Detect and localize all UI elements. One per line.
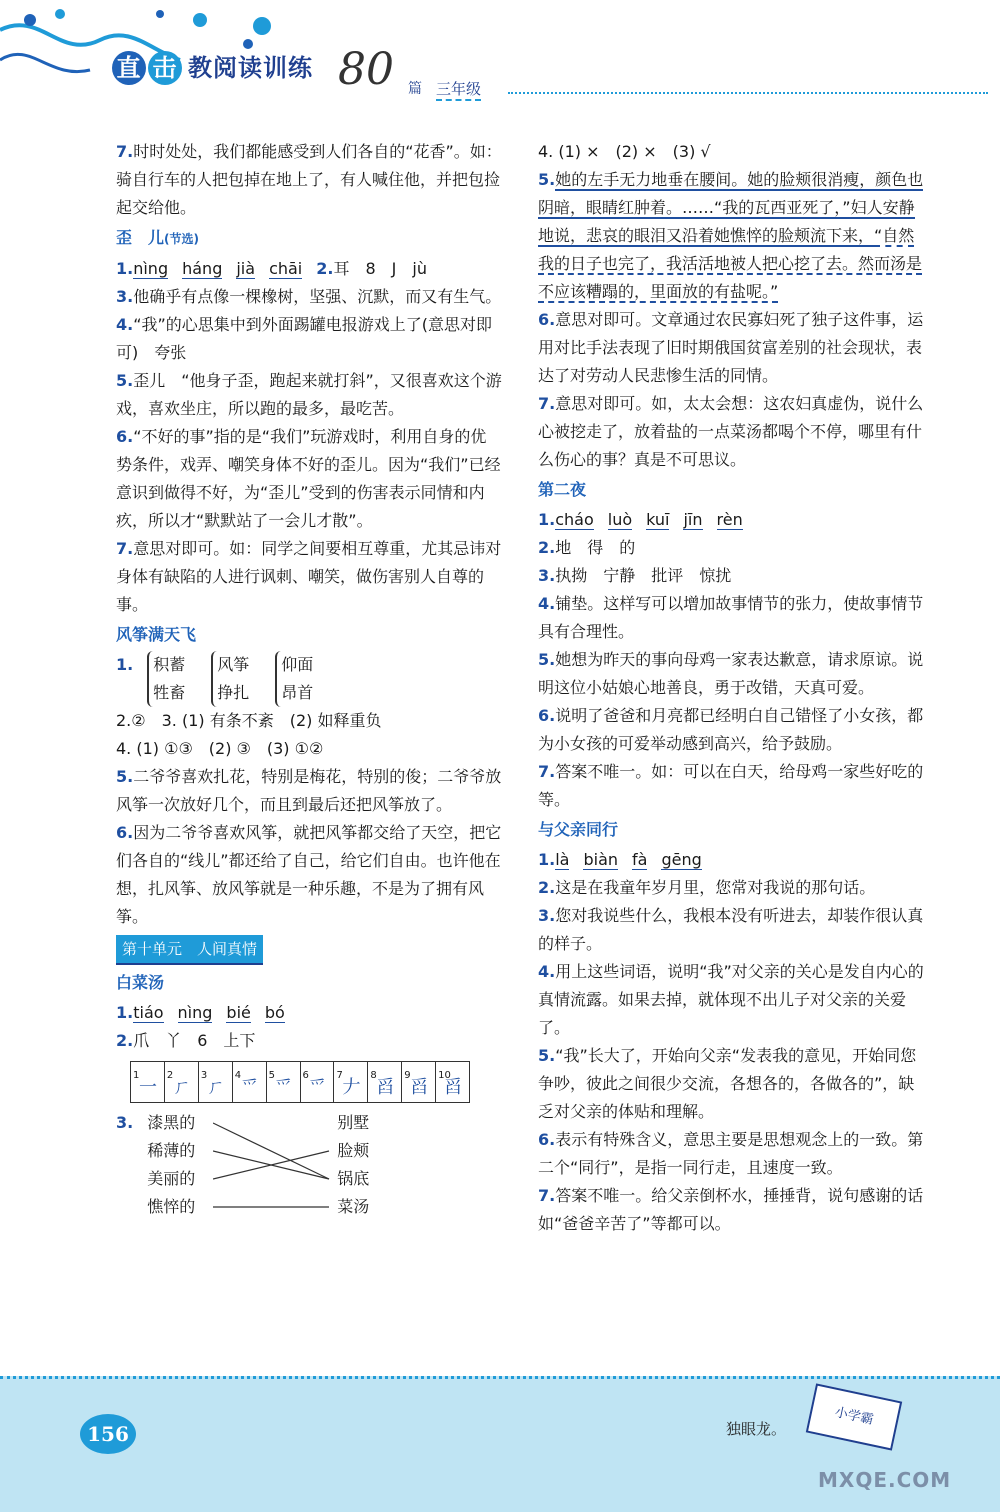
answer-item: 2.② 3. (1) 有条不紊 (2) 如释重负 — [116, 711, 382, 730]
answer-item — [116, 999, 502, 1027]
match-left: 漆黑的 — [147, 1113, 196, 1132]
answer-item — [538, 958, 924, 1042]
stroke-cell — [402, 1062, 436, 1102]
answer-item — [538, 1126, 924, 1182]
pinyin: biàn — [583, 850, 619, 869]
underlined-text: “我的瓦西亚死了，” — [714, 198, 851, 217]
answer-item — [538, 874, 924, 902]
item-number: 1. — [116, 655, 134, 674]
item-text: 时时处处，我们都能感受到人们各自的“花香”。如：骑自行车的人把包掉在地上了，有人喊住他，并把包捡起交给他。 — [116, 142, 502, 217]
answer-item — [538, 646, 924, 702]
stroke-number: 7 — [336, 1070, 343, 1081]
pinyin: nìng — [177, 1003, 213, 1022]
page-header — [0, 0, 1000, 120]
stroke-glyph: 爫 — [274, 1077, 293, 1098]
stroke-number: 3 — [200, 1070, 208, 1081]
match-right: 锅底 — [337, 1169, 370, 1188]
brand-number: 80 — [338, 44, 394, 95]
pinyin: háng — [182, 259, 223, 278]
grade-label: 三年级 — [436, 78, 481, 101]
brace-word: 仰面 — [281, 655, 314, 674]
item-text: 爪 丫 6 上下 — [133, 1031, 256, 1050]
header-dotted-rule — [508, 92, 988, 94]
section-title-cabbage: 白菜汤 — [116, 973, 165, 992]
footer-note: 独眼龙。 — [726, 1420, 787, 1438]
item-number: 5. — [538, 650, 556, 669]
answer-item — [538, 846, 924, 874]
item-number: 3. — [538, 566, 556, 585]
match-left: 憔悴的 — [147, 1197, 196, 1216]
answer-item — [538, 506, 924, 534]
section-title-text: 歪 儿 — [116, 228, 165, 247]
item-number: 3. — [538, 906, 556, 925]
brace-word: 积蓄 — [153, 655, 186, 674]
answer-item — [116, 423, 502, 535]
item-text: 说明了爸爸和月亮都已经明白自己错怪了小女孩，都为小女孩的可爱举动感到高兴，给予鼓励。 — [538, 706, 924, 753]
stroke-cell — [199, 1062, 233, 1102]
answer-item — [116, 819, 502, 931]
item-text: “我”的心思集中到外面踢罐电报游戏上了(意思对即可) 夸张 — [116, 315, 493, 362]
stroke-number: 5 — [268, 1070, 275, 1081]
answer-item — [116, 1109, 502, 1229]
item-number: 3. — [116, 1113, 134, 1132]
matching-exercise — [147, 1109, 387, 1229]
pinyin-row — [133, 1003, 299, 1022]
item-number: 2. — [538, 878, 556, 897]
answer-item — [538, 166, 924, 306]
pinyin-row — [133, 259, 316, 278]
stroke-number: 1 — [133, 1070, 140, 1081]
pinyin: jià — [236, 259, 256, 278]
pinyin: fà — [632, 850, 648, 869]
pinyin: tiáo — [133, 1003, 164, 1022]
brace-word: 牲畜 — [153, 683, 186, 702]
stroke-glyph: ㄏ — [206, 1077, 225, 1098]
item-number: 6. — [116, 427, 134, 446]
match-left: 美丽的 — [147, 1169, 196, 1188]
answer-item — [116, 255, 502, 283]
pinyin: nìng — [133, 259, 169, 278]
item-text: 意思对即可。如，太太会想：这农妇真虚伪，说什么心被挖走了，放着盐的一点菜汤都喝个不停，哪里有什么伤心的事？真是不可思议。 — [538, 394, 924, 469]
pinyin: jīn — [683, 510, 703, 529]
stroke-cell — [334, 1062, 368, 1102]
underlined-text: 妇人安静地说，悲哀的眼泪又沿着她憔悴的脸颊流下来， — [538, 198, 915, 245]
stroke-glyph: 舀 — [444, 1077, 463, 1098]
stroke-cell — [368, 1062, 402, 1102]
section-title-night: 第二夜 — [538, 480, 587, 499]
page-number: 156 — [80, 1414, 136, 1454]
stroke-number: 10 — [438, 1070, 451, 1081]
section-title-kite: 风筝满天飞 — [116, 625, 197, 644]
brace-pair — [147, 651, 185, 707]
item-text: 用上这些词语，说明“我”对父亲的关心是发自内心的真情流露。如果去掉，就体现不出儿子对父亲的关爱了。 — [538, 962, 924, 1037]
stroke-cell — [165, 1062, 199, 1102]
item-text: 因为二爷爷喜欢风筝，就把风筝都交给了天空，把它们各自的“线儿”都还给了自己，给它们自由。也许他在想，扎风筝、放风筝就是一种乐趣，不是为了拥有风筝。 — [116, 823, 502, 926]
stroke-cell — [436, 1062, 469, 1102]
answer-item — [116, 138, 502, 222]
item-text: 执拗 宁静 批评 惊扰 — [555, 566, 732, 585]
stroke-glyph: 舀 — [376, 1077, 395, 1098]
item-text: 意思对即可。如：同学之间要相互尊重，尤其忌讳对身体有缺陷的人进行讽刺、嘲笑，做伤害别人自尊的事。 — [116, 539, 502, 614]
brand-text: 教阅读训练 — [188, 54, 313, 82]
item-number: 4. — [538, 594, 556, 613]
item-text: 答案不唯一。给父亲倒杯水，捶捶背，说句感谢的话如“爸爸辛苦了”等都可以。 — [538, 1186, 924, 1233]
item-number: 5. — [116, 371, 134, 390]
match-right: 别墅 — [337, 1113, 370, 1132]
item-text: 歪儿 “他身子歪，跑起来就打斜”，又很喜欢这个游戏，喜欢坐庄，所以跑的最多，最吃苦。 — [116, 371, 502, 418]
pinyin: luò — [607, 510, 633, 529]
brand-title — [112, 48, 313, 85]
item-number: 6. — [538, 1130, 556, 1149]
item-text: 地 得 的 — [555, 538, 636, 557]
brand-char-2: 击 — [148, 51, 182, 85]
stroke-glyph: 爫 — [308, 1077, 327, 1098]
brace-pair — [275, 651, 313, 707]
stroke-cell — [131, 1062, 165, 1102]
answer-item — [538, 702, 924, 758]
item-number: 7. — [538, 762, 556, 781]
dashed-underlined-text: “自然我的日子也完了，我活活地被人把心挖了去。然而汤是不应该糟蹋的，里面放的有盐呢。” — [538, 226, 923, 301]
answer-item — [116, 1027, 502, 1055]
item-text: 他确乎有点像一棵橡树，坚强、沉默，而又有生气。 — [133, 287, 502, 306]
item-number: 1. — [116, 259, 134, 278]
stroke-number: 2 — [166, 1070, 174, 1081]
answer-item — [116, 283, 502, 311]
answer-item — [538, 1182, 924, 1238]
answer-item — [116, 763, 502, 819]
item-number: 4. — [116, 315, 134, 334]
item-number: 1. — [538, 510, 556, 529]
pinyin-row — [555, 510, 757, 529]
item-number: 6. — [538, 310, 556, 329]
item-number: 7. — [116, 142, 134, 161]
answer-item — [538, 902, 924, 958]
brace-pair — [211, 651, 249, 707]
item-number: 6. — [116, 823, 134, 842]
brace-word: 昂首 — [281, 683, 314, 702]
item-number: 7. — [538, 1186, 556, 1205]
answer-item — [538, 562, 924, 590]
item-text: 她想为昨天的事向母鸡一家表达歉意，请求原谅。说明这位小姑娘心地善良，勇于改错，天真可爱。 — [538, 650, 924, 697]
word-brace-group — [147, 651, 313, 707]
answer-item — [116, 651, 502, 707]
item-text: “我”长大了，开始向父亲“发表我的意见，开始同您争吵，彼此之间很少交流，各想各的，各做各的”，缺乏对父亲的体贴和理解。 — [538, 1046, 917, 1121]
pinyin: chāi — [269, 259, 303, 278]
pinyin: rèn — [716, 510, 743, 529]
match-right: 菜汤 — [337, 1197, 370, 1216]
right-column — [538, 138, 924, 1238]
pinyin: kuī — [646, 510, 670, 529]
item-text: 这是在我童年岁月里，您常对我说的那句话。 — [555, 878, 876, 897]
answer-item — [538, 590, 924, 646]
item-text: 意思对即可。文章通过农民寡妇死了独子这件事，运用对比手法表现了旧时期俄国贫富差别的社会现状，表达了对劳动人民悲惨生活的同情。 — [538, 310, 924, 385]
item-number: 5. — [116, 767, 134, 786]
item-number: 1. — [538, 850, 556, 869]
item-text: “不好的事”指的是“我们”玩游戏时，利用自身的优势条件，戏弄、嘲笑身体不好的歪儿。因为“我们”已经意识到做得不好，为“歪儿”受到的伤害表示同情和内疚，所以才“默默站了一会儿才散”。 — [116, 427, 501, 530]
item-number: 7. — [116, 539, 134, 558]
answer-item — [538, 758, 924, 814]
stroke-number: 9 — [404, 1070, 411, 1081]
brace-word: 风筝 — [217, 655, 250, 674]
answer-item — [116, 367, 502, 423]
stroke-order-grid — [130, 1061, 470, 1103]
brand-char-1: 直 — [112, 51, 146, 85]
stroke-cell — [233, 1062, 267, 1102]
item-number: 2. — [316, 259, 334, 278]
stroke-glyph: 𠂇 — [342, 1077, 361, 1098]
stroke-glyph: 一 — [139, 1077, 157, 1098]
item-number: 1. — [116, 1003, 134, 1022]
item-text: 答案不唯一。如：可以在白天，给母鸡一家些好吃的等。 — [538, 762, 924, 809]
pinyin: gēng — [661, 850, 702, 869]
item-number: 5. — [538, 170, 556, 189]
item-number: 3. — [116, 287, 134, 306]
pinyin: cháo — [555, 510, 594, 529]
item-number: 4. — [538, 962, 556, 981]
stroke-cell — [267, 1062, 301, 1102]
stroke-number: 6 — [302, 1070, 309, 1081]
footer-dotted-wave — [0, 1376, 1000, 1391]
item-number: 2. — [116, 1031, 134, 1050]
brand-pian: 篇 — [408, 81, 422, 97]
pinyin: là — [555, 850, 570, 869]
answer-item — [538, 1042, 924, 1126]
answer-item — [116, 535, 502, 619]
pinyin: bié — [226, 1003, 251, 1022]
stroke-glyph: ㄏ — [172, 1077, 191, 1098]
match-left: 稀薄的 — [147, 1141, 196, 1160]
item-number: 2. — [538, 538, 556, 557]
watermark: MXQE.COM — [818, 1468, 952, 1492]
match-right: 脸颊 — [337, 1141, 370, 1160]
matching-lines — [213, 1109, 333, 1229]
item-text: 铺垫。这样写可以增加故事情节的张力，使故事情节具有合理性。 — [538, 594, 924, 641]
section-note: (节选) — [164, 232, 199, 246]
answer-item — [538, 306, 924, 390]
bookmark-stamp: 小学霸 — [806, 1383, 902, 1450]
section-title-father: 与父亲同行 — [538, 820, 619, 839]
item-text: 您对我说些什么，我根本没有听进去，却装作很认真的样子。 — [538, 906, 924, 953]
answer-item — [538, 534, 924, 562]
answer-item — [116, 311, 502, 367]
brace-word: 挣扎 — [217, 683, 250, 702]
item-text: 表示有特殊含义，意思主要是思想观念上的一致。第二个“同行”，是指一同行走，且速度一致。 — [538, 1130, 924, 1177]
stroke-glyph: 爫 — [240, 1077, 259, 1098]
left-column — [116, 138, 502, 1229]
stroke-number: 4 — [234, 1070, 242, 1081]
answer-item: 4. (1) × (2) × (3) √ — [538, 142, 711, 161]
item-text: 二爷爷喜欢扎花，特别是梅花，特别的俊；二爷爷放风筝一次放好几个，而且到最后还把风筝放了。 — [116, 767, 502, 814]
answer-item: 4. (1) ①③ (2) ③ (3) ①② — [116, 739, 324, 758]
stroke-cell — [301, 1062, 335, 1102]
item-text: 耳 8 J jù — [333, 259, 427, 278]
section-title-waier — [116, 224, 502, 253]
pinyin: bó — [264, 1003, 285, 1022]
underlined-text: 她的左手无力地垂在腰间。她的脸颊很消瘦，颜色也阴暗，眼睛红肿着。…… — [538, 170, 924, 217]
answer-item — [538, 390, 924, 474]
pinyin-row — [555, 850, 716, 869]
item-number: 7. — [538, 394, 556, 413]
item-number: 5. — [538, 1046, 556, 1065]
item-number: 6. — [538, 706, 556, 725]
stroke-glyph: 舀 — [410, 1077, 429, 1098]
unit-banner: 第十单元 人间真情 — [116, 935, 263, 965]
stroke-number: 8 — [370, 1070, 377, 1081]
